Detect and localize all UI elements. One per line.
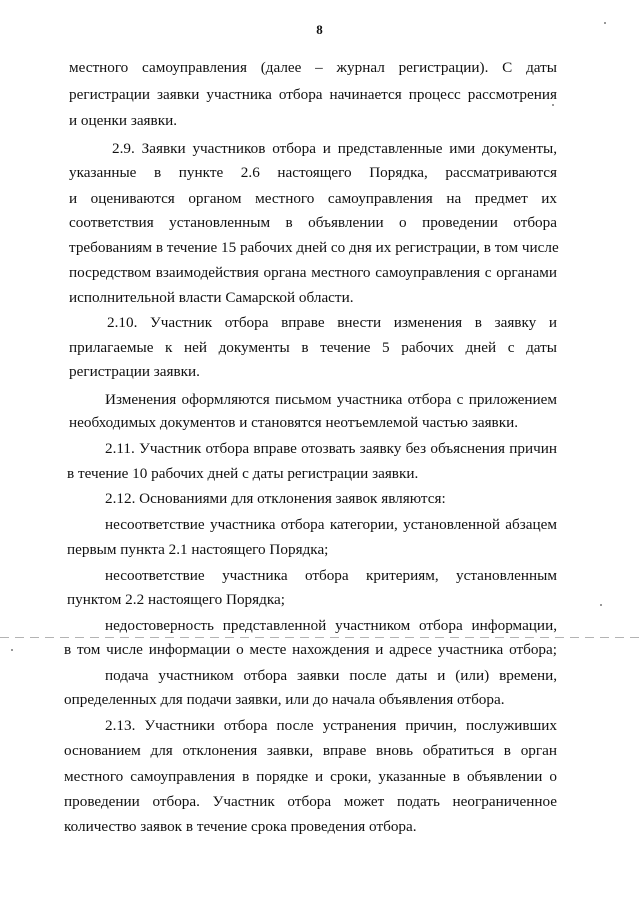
scan-speck	[552, 104, 554, 106]
text-line: необходимых документов и становятся неотъемлемой частью заявки.	[69, 414, 519, 431]
text-line: подача участником отбора заявки после даты и (или) времени,	[105, 667, 557, 684]
text-line: пунктом 2.2 настоящего Порядка;	[67, 591, 285, 608]
text-line: регистрации заявки.	[69, 363, 200, 380]
scan-artifact-line	[0, 637, 639, 638]
text-line: 2.9. Заявки участников отбора и представленные ими документы,	[112, 140, 557, 157]
text-line: в течение 10 рабочих дней с даты регистрации заявки.	[67, 465, 419, 482]
text-line: местного самоуправления (далее – журнал регистрации). С даты	[69, 59, 557, 76]
text-line: 2.13. Участники отбора после устранения причин, послуживших	[105, 717, 557, 734]
scan-speck	[600, 604, 602, 606]
text-line: местного самоуправления в порядке и сроки, указанные в объявлении о	[64, 768, 557, 785]
text-line: 2.12. Основаниями для отклонения заявок являются:	[105, 490, 446, 507]
text-line: 2.10. Участник отбора вправе внести изменения в заявку и	[107, 314, 557, 331]
text-line: регистрации заявки участника отбора начинается процесс рассмотрения	[69, 86, 557, 103]
page-number: 8	[316, 22, 323, 37]
text-line: прилагаемые к ней документы в течение 5 рабочих дней с даты	[69, 339, 557, 356]
text-line: проведении отбора. Участник отбора может подать неограниченное	[64, 793, 557, 810]
text-line: недостоверность представленной участником отбора информации,	[105, 617, 557, 634]
text-line: Изменения оформляются письмом участника отбора с приложением	[105, 391, 557, 408]
text-line: несоответствие участника отбора критериям, установленным	[105, 567, 557, 584]
text-line: и оценки заявки.	[69, 112, 178, 129]
text-line: соответствия установленным в объявлении о проведении отбора	[69, 214, 557, 231]
text-line: и оцениваются органом местного самоуправления на предмет их	[69, 190, 557, 207]
text-line: первым пункта 2.1 настоящего Порядка;	[67, 541, 329, 558]
text-line: исполнительной власти Самарской области.	[69, 289, 354, 306]
scan-speck	[604, 22, 606, 24]
text-line: основанием для отклонения заявки, вправе вновь обратиться в орган	[64, 742, 557, 759]
text-line: 2.11. Участник отбора вправе отозвать заявку без объяснения причин	[105, 440, 557, 457]
text-line: указанные в пункте 2.6 настоящего Порядка, рассматриваются	[69, 164, 557, 181]
text-line: посредством взаимодействия органа местного самоуправления с органами	[69, 264, 557, 281]
text-line: требованиям в течение 15 рабочих дней со дня их регистрации, в том числе	[69, 239, 559, 256]
scan-speck	[11, 649, 13, 651]
text-line: определенных для подачи заявки, или до начала объявления отбора.	[64, 691, 505, 708]
text-line: в том числе информации о месте нахождения и адресе участника отбора;	[64, 641, 557, 658]
text-line: несоответствие участника отбора категории, установленной абзацем	[105, 516, 557, 533]
text-line: количество заявок в течение срока проведения отбора.	[64, 818, 417, 835]
